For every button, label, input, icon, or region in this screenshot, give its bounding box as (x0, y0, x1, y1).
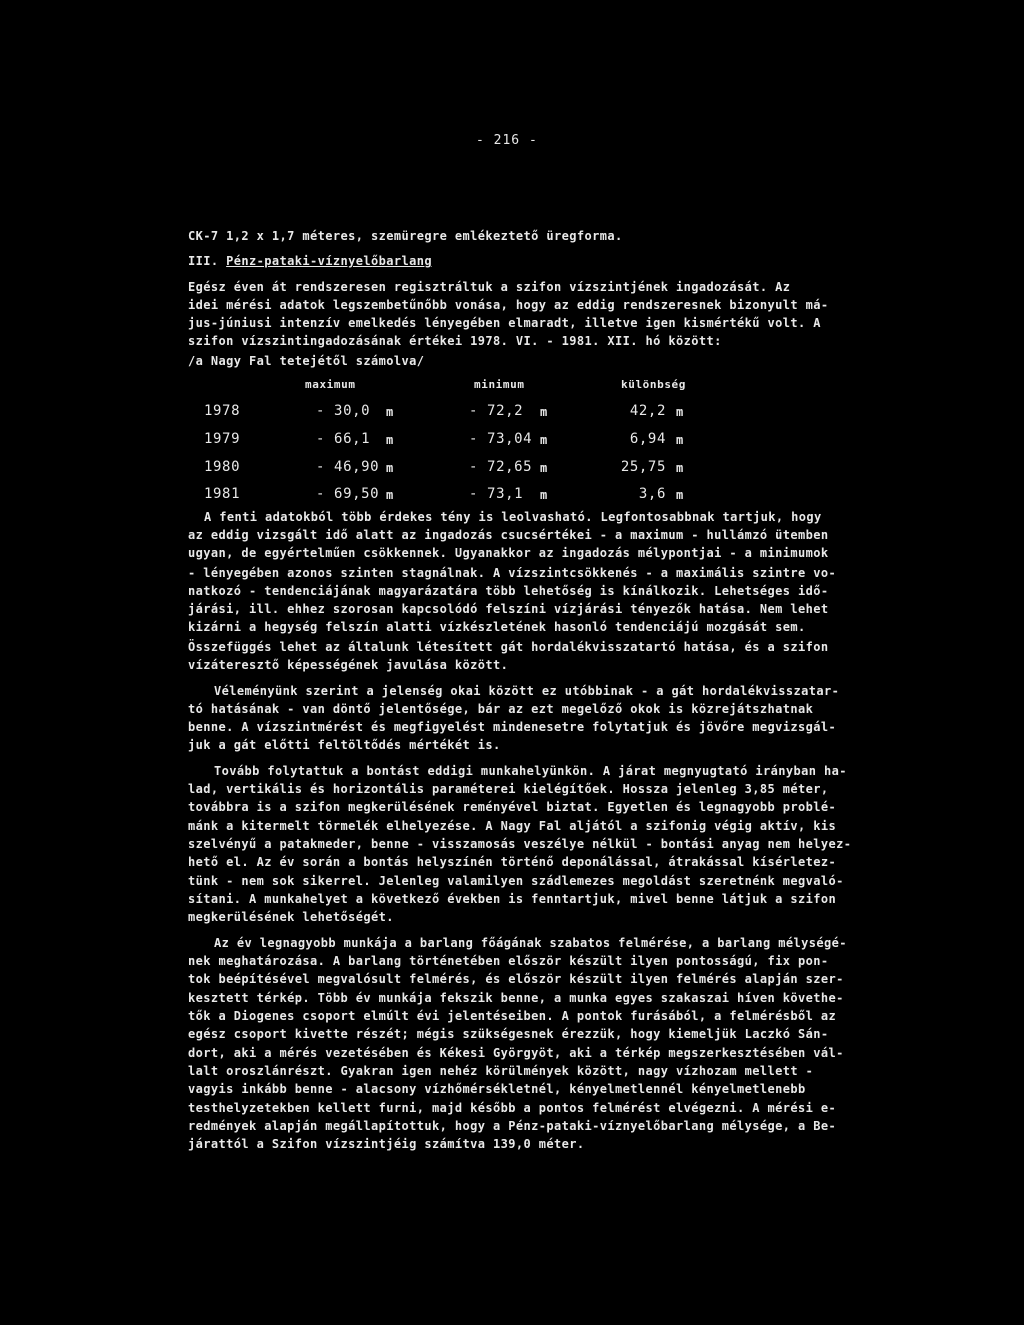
paragraph5-line: tok beépítésével megvalósult felmérés, és először készült ilyen felmérés alapján szer- (188, 972, 844, 986)
table-cell-min: - 73,1 (469, 486, 524, 502)
paragraph4-line: továbbra is a szifon megkerülésének reményével biztat. Egyetlen és legnagyobb problé- (188, 800, 837, 814)
paragraph3-line: Véleményünk szerint a jelenség okai között ez utóbbinak - a gát hordalékvisszatar- (214, 684, 840, 698)
table-cell-min: - 72,65 (469, 459, 533, 475)
paragraph1-line: idei mérési adatok legszembetűnőbb vonása, hogy az eddig rendszeresnek bizonyult má- (188, 298, 829, 312)
paragraph2-line: A fenti adatokból több érdekes tény is leolvasható. Legfontosabbnak tartjuk, hogy (204, 510, 822, 524)
paragraph1-line: /a Nagy Fal tetejétől számolva/ (188, 354, 425, 368)
table-cell-unit: m (540, 405, 548, 419)
table-header-difference: különbség (621, 378, 687, 391)
paragraph5-line: vagyis inkább benne - alacsony vízhőmérsékletnél, kényelmetlennél kényelmetlenebb (188, 1082, 806, 1096)
paragraph4-line: megkerülésének lehetőségét. (188, 910, 394, 924)
table-row-year: 1981 (204, 486, 241, 502)
table-cell-unit: m (386, 461, 394, 475)
paragraph5-line: nek meghatározása. A barlang történetében először készült ilyen pontosságú, fix pon- (188, 954, 829, 968)
paragraph2-line: ugyan, de egyértelműen csökkennek. Ugyanakkor az ingadozás mélypontjai - a minimumok (188, 546, 829, 560)
paragraph2-line: járási, ill. ehhez szorosan kapcsolódó felszíni vízjárási tényezők hatása. Nem lehet (188, 602, 829, 616)
table-cell-unit: m (386, 488, 394, 502)
table-row-year: 1980 (204, 459, 241, 475)
table-cell-diff: 42,2 (629, 403, 666, 419)
paragraph4-line: szelvényű a patakmeder, benne - visszamosás veszélye nélkül - bontási anyag nem helyez- (188, 837, 852, 851)
table-cell-unit: m (540, 433, 548, 447)
paragraph4-line: sítani. A munkahelyet a következő években is fenntartjuk, mivel benne látjuk a szifon (188, 892, 837, 906)
table-cell-diff: 3,6 (638, 486, 666, 502)
table-cell-min: - 73,04 (469, 431, 533, 447)
paragraph3-line: juk a gát előtti feltöltődés mértékét is. (188, 738, 501, 752)
paragraph5-line: lalt oroszlánrészt. Gyakran igen nehéz körülmények között, nagy vízhozam mellett - (188, 1064, 814, 1078)
paragraph2-line: - lényegében azonos szinten stagnálnak. A vízszintcsökkenés - a maximális szintre vo- (188, 566, 837, 580)
paragraph5-line: dort, aki a mérés vezetésében és Kékesi Györgyöt, aki a térkép megszerkesztésében vál- (188, 1046, 844, 1060)
paragraph5-line: Az év legnagyobb munkája a barlang főágának szabatos felmérése, a barlang mélységé- (214, 936, 847, 950)
paragraph1-line: Egész éven át rendszeresen regisztráltuk a szifon vízszintjének ingadozását. Az (188, 280, 791, 294)
paragraph3-line: tó hatásának - van döntő jelentősége, bár az ezt megelőző okok is közrejátszhatnak (188, 702, 814, 716)
table-cell-unit: m (676, 461, 684, 475)
ck7-description: CK-7 1,2 x 1,7 méteres, szemüregre emlékeztető üregforma. (188, 229, 623, 243)
table-cell-max: - 30,0 (316, 403, 371, 419)
table-cell-diff: 25,75 (620, 459, 666, 475)
table-header-minimum: minimum (474, 378, 525, 391)
table-cell-unit: m (386, 433, 394, 447)
table-cell-unit: m (540, 488, 548, 502)
table-cell-unit: m (676, 405, 684, 419)
section-heading (188, 254, 432, 268)
paragraph2-line: natkozó - tendenciájának magyarázatára több lehetőség is kínálkozik. Lehetséges idő- (188, 584, 829, 598)
paragraph4-line: mánk a kitermelt törmelék elhelyezése. A Nagy Fal aljától a szifonig végig aktív, kis (188, 819, 837, 833)
table-header-maximum: maximum (305, 378, 356, 391)
paragraph1-line: szifon vízszintingadozásának értékei 1978. VI. - 1981. XII. hó között: (188, 334, 722, 348)
paragraph5-line: járattól a Szifon vízszintjéig számítva 139,0 méter. (188, 1137, 585, 1151)
table-cell-min: - 72,2 (469, 403, 524, 419)
paragraph1-line: jus-júniusi intenzív emelkedés lényegében elmaradt, illetve igen kismértékű volt. A (188, 316, 821, 330)
paragraph2-line: kizárni a hegység felszín alatti vízkészletének hasonló tendenciájú mozgását sem. (188, 620, 806, 634)
paragraph5-line: tők a Diogenes csoport elmúlt évi jelentéseiben. A pontok furásából, a felmérésből az (188, 1009, 837, 1023)
table-cell-unit: m (676, 433, 684, 447)
paragraph2-line: az eddig vizsgált idő alatt az ingadozás csucsértékei - a maximum - hullámzó ütemben (188, 528, 829, 542)
table-cell-max: - 46,90 (316, 459, 380, 475)
section-title: Pénz-pataki-víznyelőbarlang (226, 254, 432, 268)
paragraph4-line: hető el. Az év során a bontás helyszínén történő deponálással, átrakással kísérletez- (188, 855, 837, 869)
paragraph5-line: egész csoport kivette részét; mégis szükségesnek érezzük, hogy kiemeljük Laczkó Sán- (188, 1027, 829, 1041)
paragraph2-line: vízáteresztő képességének javulása között. (188, 658, 509, 672)
table-cell-unit: m (676, 488, 684, 502)
table-cell-unit: m (540, 461, 548, 475)
table-row-year: 1978 (204, 403, 241, 419)
paragraph4-line: tünk - nem sok sikerrel. Jelenleg valamilyen szádlemezes megoldást szeretnénk megvaló- (188, 874, 844, 888)
paragraph5-line: testhelyzetekben kellett furni, majd később a pontos felmérést elvégezni. A mérési e- (188, 1101, 837, 1115)
table-row-year: 1979 (204, 431, 241, 447)
table-cell-diff: 6,94 (629, 431, 666, 447)
paragraph2-line: Összefüggés lehet az általunk létesített gát hordalékvisszatartó hatása, és a szifon (188, 640, 829, 654)
table-cell-max: - 69,50 (316, 486, 380, 502)
paragraph3-line: benne. A vízszintmérést és megfigyelést mindenesetre folytatjuk és jövőre megvizsgál- (188, 720, 837, 734)
paragraph5-line: kesztett térkép. Több év munkája fekszik benne, a munka egyes szakaszai híven követhe- (188, 991, 844, 1005)
page-number: - 216 - (476, 133, 538, 148)
paragraph4-line: lad, vertikális és horizontális paraméterei kielégítőek. Hossza jelenleg 3,85 méter, (188, 782, 829, 796)
table-cell-max: - 66,1 (316, 431, 371, 447)
section-number: III. (188, 254, 219, 268)
table-cell-unit: m (386, 405, 394, 419)
paragraph4-line: Tovább folytattuk a bontást eddigi munkahelyünkön. A járat megnyugtató irányban ha- (214, 764, 847, 778)
paragraph5-line: redmények alapján megállapítottuk, hogy a Pénz-pataki-víznyelőbarlang mélysége, a Be- (188, 1119, 837, 1133)
